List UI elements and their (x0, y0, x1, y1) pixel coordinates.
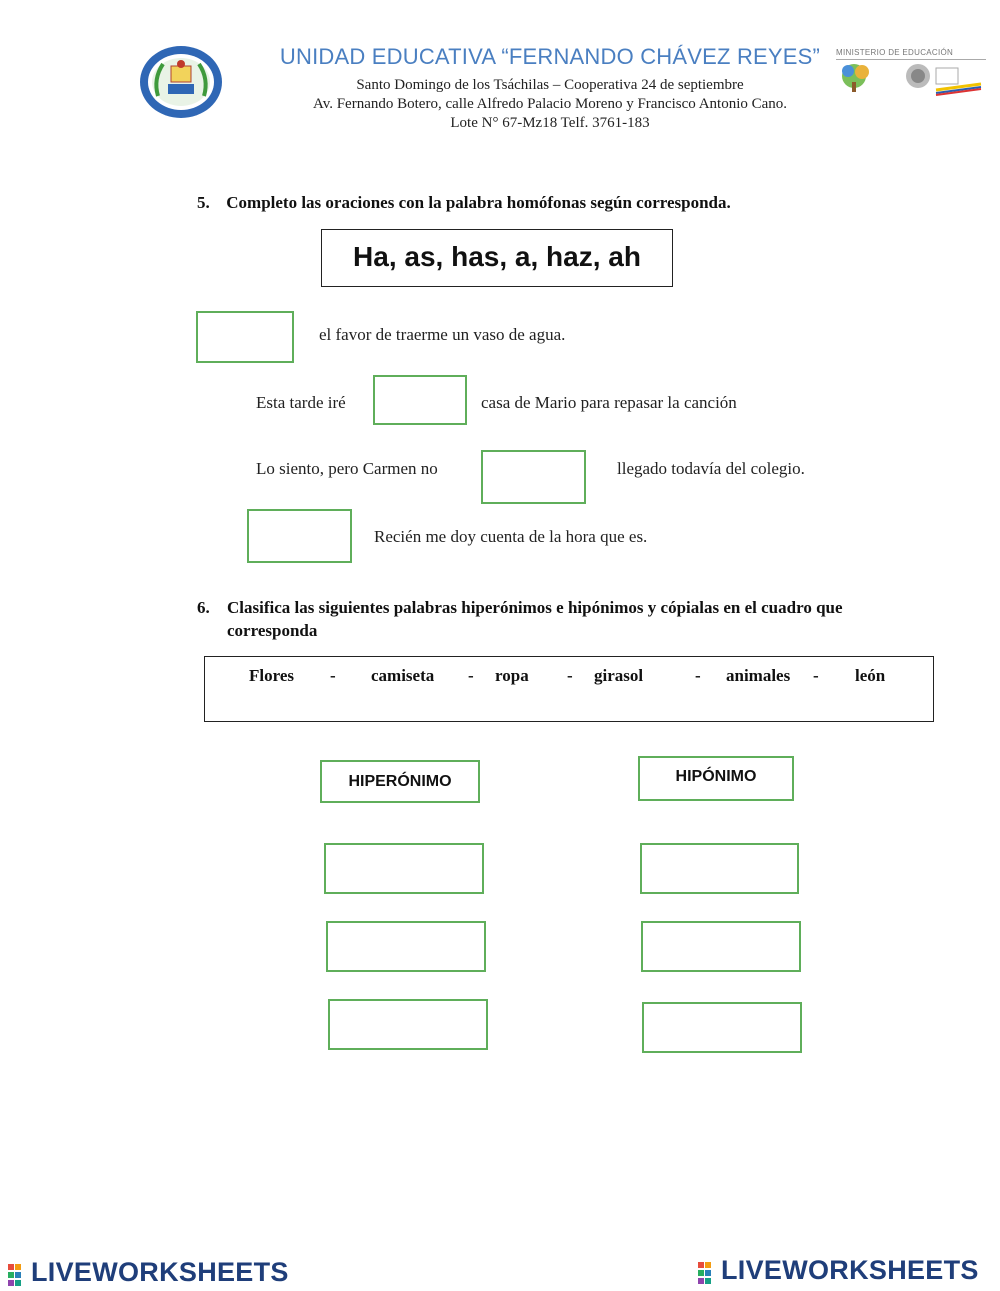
liveworksheets-logo-left (8, 1257, 289, 1288)
word-camiseta: camiseta (371, 666, 435, 685)
word-separator: - (468, 666, 474, 685)
liveworksheets-mark-icon (698, 1262, 718, 1284)
hiperonimo-answer-box[interactable] (328, 999, 488, 1050)
word-separator: - (695, 666, 701, 685)
hiponimo-answer-box[interactable] (642, 1002, 802, 1053)
hiperonimo-header (320, 760, 480, 803)
word-separator: - (330, 666, 336, 685)
word-girasol: girasol (594, 666, 644, 685)
answer-box-sentence-1[interactable] (196, 311, 294, 363)
word-leon: león (855, 666, 886, 685)
question-6-number: 6. (197, 598, 210, 617)
ministry-label: MINISTERIO DE EDUCACIÓN (836, 48, 986, 60)
word-separator: - (567, 666, 573, 685)
question-6-text-line-1: Clasifica las siguientes palabras hiperónimos e hipónimos y cópialas en el cuadro que (227, 598, 843, 617)
hiponimo-label: HIPÓNIMO (675, 768, 757, 785)
liveworksheets-mark-icon (8, 1264, 28, 1286)
word-flores: Flores (249, 666, 295, 685)
hiperonimo-answer-box[interactable] (324, 843, 484, 894)
sentence-3-after: llegado todavía del colegio. (617, 459, 805, 478)
sentence-2-after: casa de Mario para repasar la canción (481, 393, 737, 412)
hiperonimo-label: HIPERÓNIMO (348, 773, 452, 790)
answer-box-sentence-3[interactable] (481, 450, 586, 504)
question-6-title (197, 596, 947, 642)
question-5-text: Completo las oraciones con la palabra homófonas según corresponda. (226, 193, 731, 212)
answer-box-sentence-2[interactable] (373, 375, 467, 425)
school-address-line-3: Lote N° 67-Mz18 Telf. 3761-183 (450, 115, 650, 131)
sentence-3-before: Lo siento, pero Carmen no (256, 459, 438, 478)
question-6-text-line-2: corresponda (227, 621, 318, 640)
liveworksheets-brand-left: LIVEWORKSHEETS (31, 1257, 289, 1287)
question-5-number: 5. (197, 193, 210, 212)
word-bank-box (321, 229, 673, 287)
word-list-box (204, 656, 934, 722)
ministry-logo (836, 48, 986, 98)
question-5-title (197, 193, 731, 213)
word-ropa: ropa (495, 666, 529, 685)
liveworksheets-brand-right: LIVEWORKSHEETS (721, 1255, 979, 1285)
school-address-line-1: Santo Domingo de los Tsáchilas – Cooperativa 24 de septiembre (356, 77, 744, 93)
school-address-line-2: Av. Fernando Botero, calle Alfredo Palacio Moreno y Francisco Antonio Cano. (312, 96, 788, 112)
answer-box-sentence-4[interactable] (247, 509, 352, 563)
liveworksheets-logo-right (698, 1255, 979, 1286)
hiponimo-answer-box[interactable] (641, 921, 801, 972)
hiperonimo-answer-box[interactable] (326, 921, 486, 972)
sentence-1-text: el favor de traerme un vaso de agua. (319, 325, 566, 344)
word-bank-text: Ha, as, has, a, haz, ah (353, 241, 641, 272)
school-name: UNIDAD EDUCATIVA “FERNANDO CHÁVEZ REYES” (279, 44, 821, 69)
ministry-emblem-icon (836, 60, 986, 96)
word-animales: animales (726, 666, 791, 685)
word-separator: - (813, 666, 819, 685)
sentence-2-before: Esta tarde iré (256, 393, 346, 412)
sentence-4-text: Recién me doy cuenta de la hora que es. (374, 527, 648, 546)
hiponimo-header (638, 756, 794, 801)
hiponimo-answer-box[interactable] (640, 843, 799, 894)
